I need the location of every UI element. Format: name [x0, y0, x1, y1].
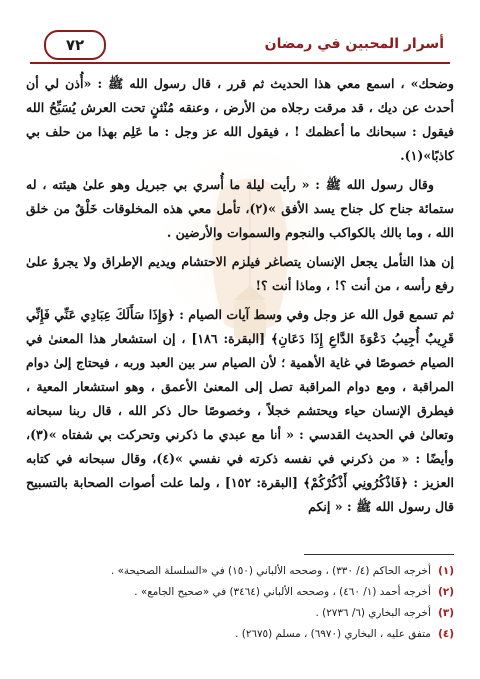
footnote-item: [26, 582, 454, 603]
footnote-item: [26, 603, 454, 624]
book-title: أسرار المحبين في رمضان: [264, 36, 444, 52]
footnote-text: أخرجه البخاري (٦/ ٢٧٣٦) .: [315, 607, 431, 619]
body-paragraph: إن هذا التأمل يجعل الإنسان يتصاغر فيلزم الاحتشام ويديم الإطراق ولا يجرؤ علىٰ رفع رأسه ، من أنت ؟! ، وماذا أنت ؟!: [26, 254, 454, 293]
footnote-item: [26, 561, 454, 582]
footnote-divider: [304, 554, 454, 555]
footnotes: [26, 554, 454, 645]
footnote-text: أخرجه أحمد (١/ ٤٦٠) ، وصححه الألباني (٣٤٦٤) في «صحيح الجامع» .: [134, 586, 431, 598]
footnote-number: (١): [438, 565, 454, 577]
footnote-text: متفق عليه ، البخاري (٦٩٧٠) ، مسلم (٢٦٧٥) .: [235, 628, 431, 640]
footnote-item: [26, 624, 454, 645]
page-number: ٧٢: [44, 30, 106, 60]
footnote-number: (٢): [438, 586, 454, 598]
body-paragraph: وضحك» ، اسمع معي هذا الحديث ثم قرر ، قال رسول الله ﷺ : «أُذن لي أن أحدث عن ديك ، قد مرقت رجلاه من الأرض ، وعنقه مُنْثنٍ تحت العرش يُسَبِّحُ الله فيقول : سبحانك ما أعظمك ! ، فيقول الله عز وجل : ما عَلِم بهذا من حلف بي كاذبًا»(١).: [26, 76, 454, 163]
body-paragraph: وقال رسول الله ﷺ : « رأيت ليلة ما أُسري بي جبريل وهو علىٰ هيئته ، له ستمائة جناح كل جناح يسد الأفق »(٢)، تأمل معي هذه المخلوقات خَلْقٌ من خلق الله ، وما بالك بالكواكب والنجوم والسموات والأرضين .: [26, 177, 455, 240]
page-body: [26, 72, 454, 524]
body-paragraph: ثم تسمع قول الله عز وجل وفي وسط آيات الصيام : ﴿وَإِذَا سَأَلَكَ عِبَادِي عَنِّي فَإِنِّي قَرِيبٌ أُجِيبُ دَعْوَةَ الدَّاعِ إِذَا دَعَانِ﴾ [البقرة: ١٨٦] ، إن استشعار هذا المعنىٰ في الصيام خصوصًا في غاية الأهمية ؛ لأن الصيام سر بين العبد وربه ، فيحتاج إلىٰ دوام المراقبة ، ومع دوام المراقبة تصل إلى المعنىٰ الأعمق ، وهو استشعار المعية ، فيطرق الإنسان حياء ويحتشم خجلاً ، وخصوصًا حال ذكر الله ، قال ربنا سبحانه وتعالىٰ في الحديث القدسي : « أنا مع عبدي ما ذكرني وتحركت بي شفتاه »(٣)، وأيضًا : « من ذكرني في نفسه ذكرته في نفسي »(٤)، وقال سبحانه في كتابه العزيز : ﴿فَاذْكُرُونِي أَذْكُرْكُمْ﴾ [البقرة: ١٥٢] ، ولما علت أصوات الصحابة بالتسبيح قال رسول الله ﷺ : « إنكم: [26, 307, 454, 514]
footnote-number: (٣): [438, 607, 454, 619]
footnote-number: (٤): [438, 628, 454, 640]
footnote-text: أخرجه الحاكم (٤/ ٣٣٠) ، وصححه الألباني (١٥٠) في «السلسلة الصحيحة» .: [110, 565, 431, 577]
page-header: [30, 28, 450, 64]
